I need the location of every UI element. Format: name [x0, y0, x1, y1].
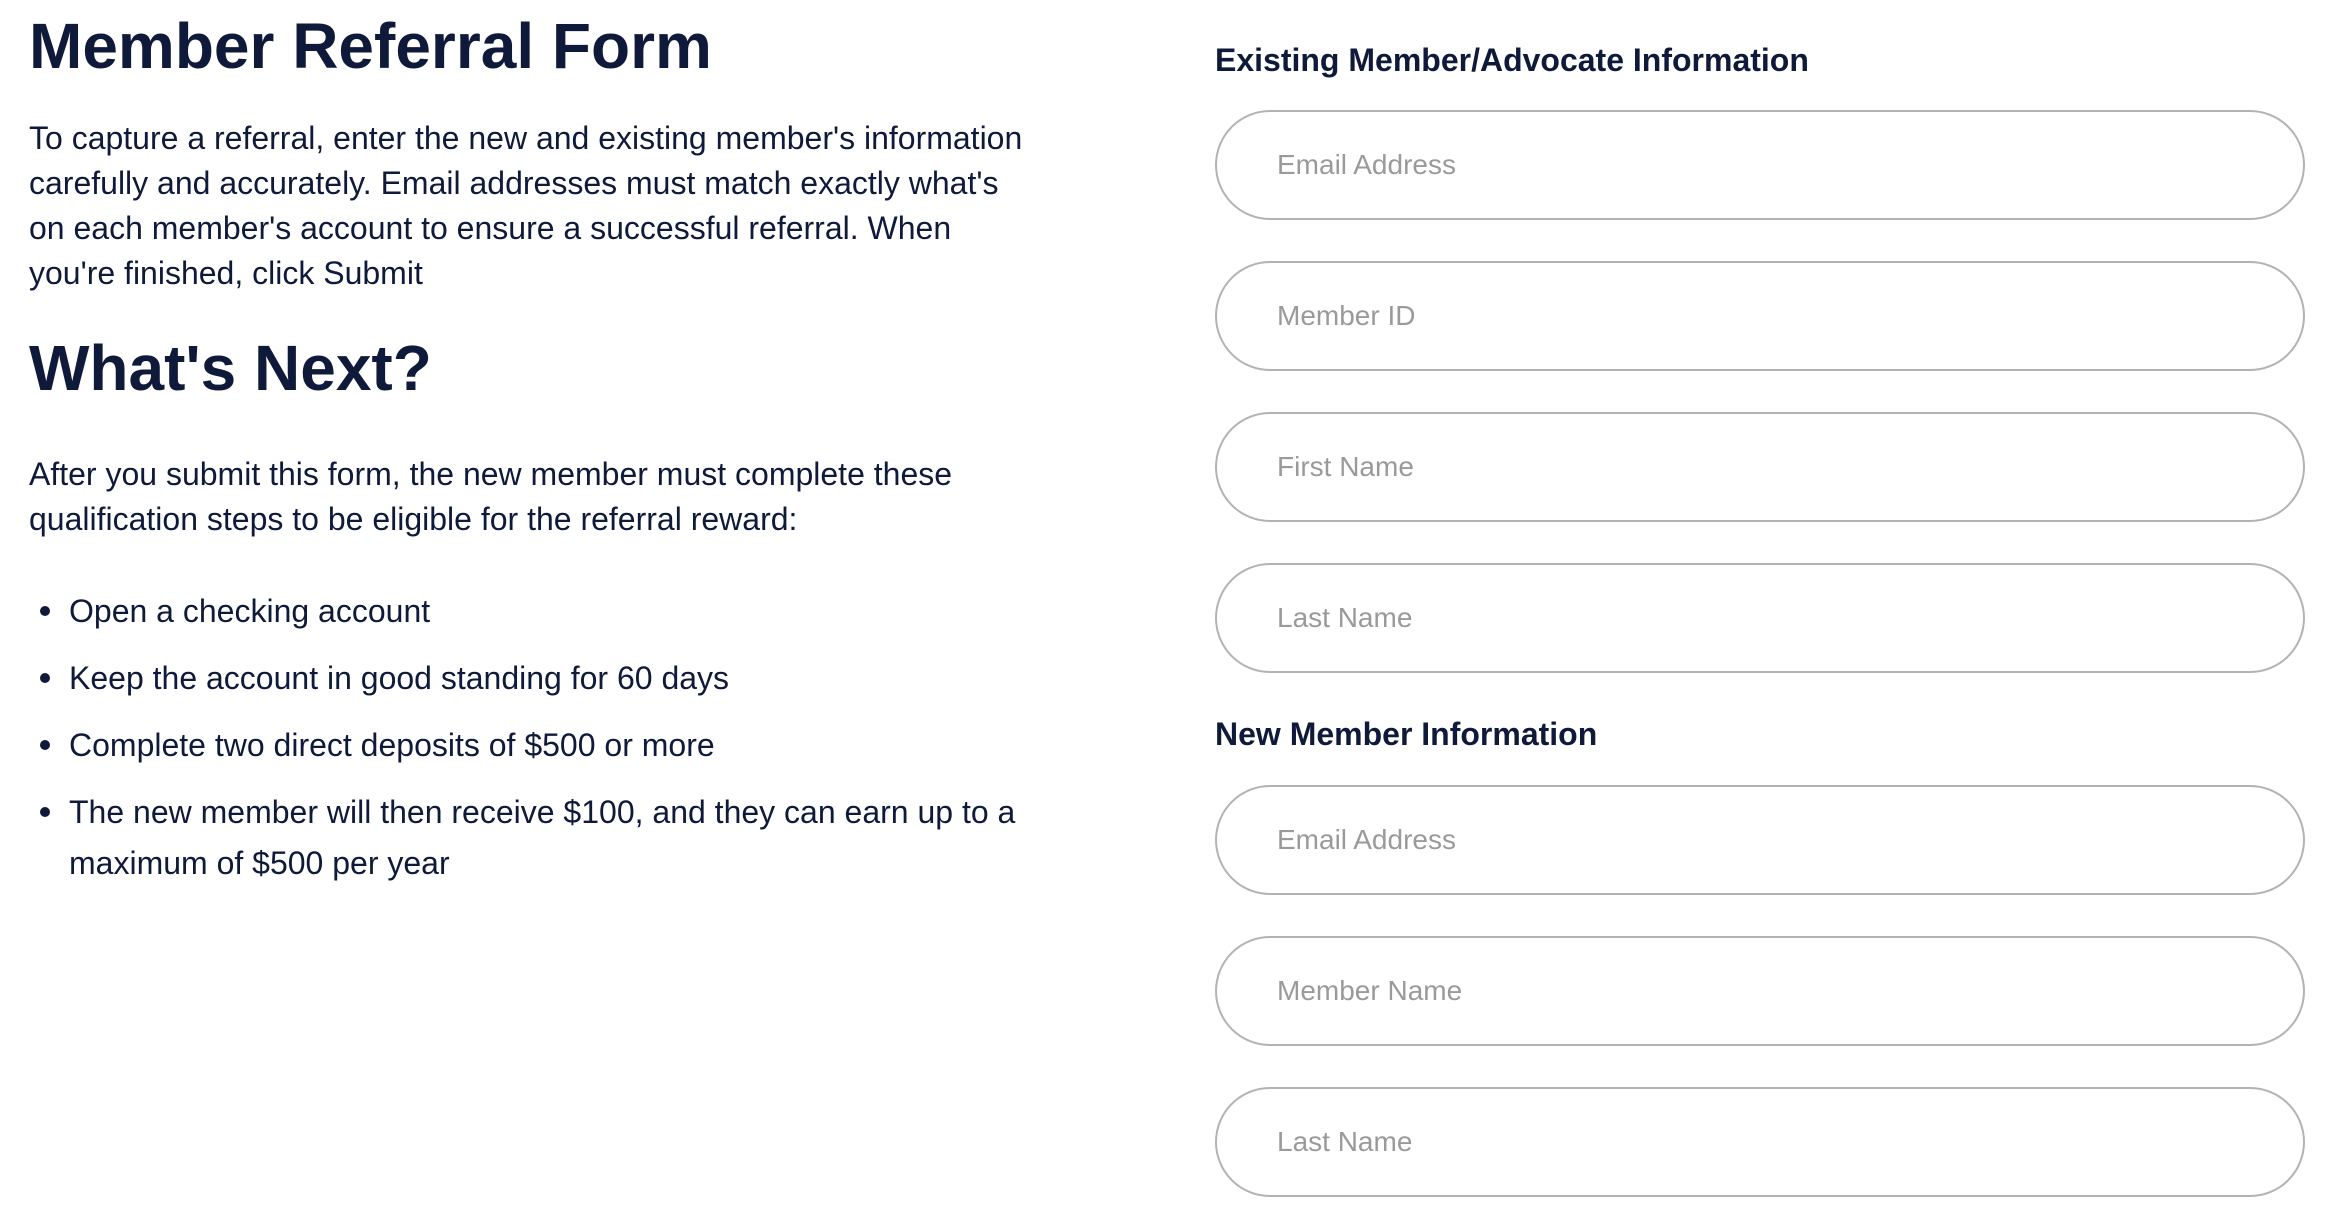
bullet-icon: [40, 807, 50, 817]
existing-member-first-name-input[interactable]: [1215, 412, 2305, 522]
new-member-email-input[interactable]: [1215, 785, 2305, 895]
page-title: Member Referral Form: [29, 10, 712, 82]
bullet-icon: [40, 606, 50, 616]
step-text: Keep the account in good standing for 60 days: [69, 660, 730, 696]
step-text: The new member will then receive $100, and they can earn up to a maximum of $500 per year: [69, 794, 1016, 881]
new-member-section-label: New Member Information: [1215, 716, 1598, 752]
list-item: [29, 653, 1039, 704]
bullet-icon: [40, 673, 50, 683]
whats-next-heading: What's Next?: [29, 332, 432, 404]
step-text: Complete two direct deposits of $500 or more: [69, 727, 715, 763]
intro-text: To capture a referral, enter the new and existing member's information carefully and accurately. Email addresses must match exactly what's on each member's account to ensure a successful referral. When you're finished, click Submit: [29, 120, 1023, 291]
new-member-name-input[interactable]: [1215, 936, 2305, 1046]
new-member-last-name-input[interactable]: [1215, 1087, 2305, 1197]
existing-member-last-name-input[interactable]: [1215, 563, 2305, 673]
whats-next-description: After you submit this form, the new member must complete these qualification steps to be eligible for the referral reward:: [29, 456, 953, 537]
bullet-icon: [40, 740, 50, 750]
existing-member-email-input[interactable]: [1215, 110, 2305, 220]
existing-member-id-input[interactable]: [1215, 261, 2305, 371]
list-item: [29, 586, 1039, 637]
list-item: [29, 720, 1039, 771]
step-text: Open a checking account: [69, 593, 431, 629]
list-item: [29, 787, 1039, 889]
existing-member-section-label: Existing Member/Advocate Information: [1215, 42, 1809, 78]
qualification-steps-list: [29, 586, 1039, 905]
